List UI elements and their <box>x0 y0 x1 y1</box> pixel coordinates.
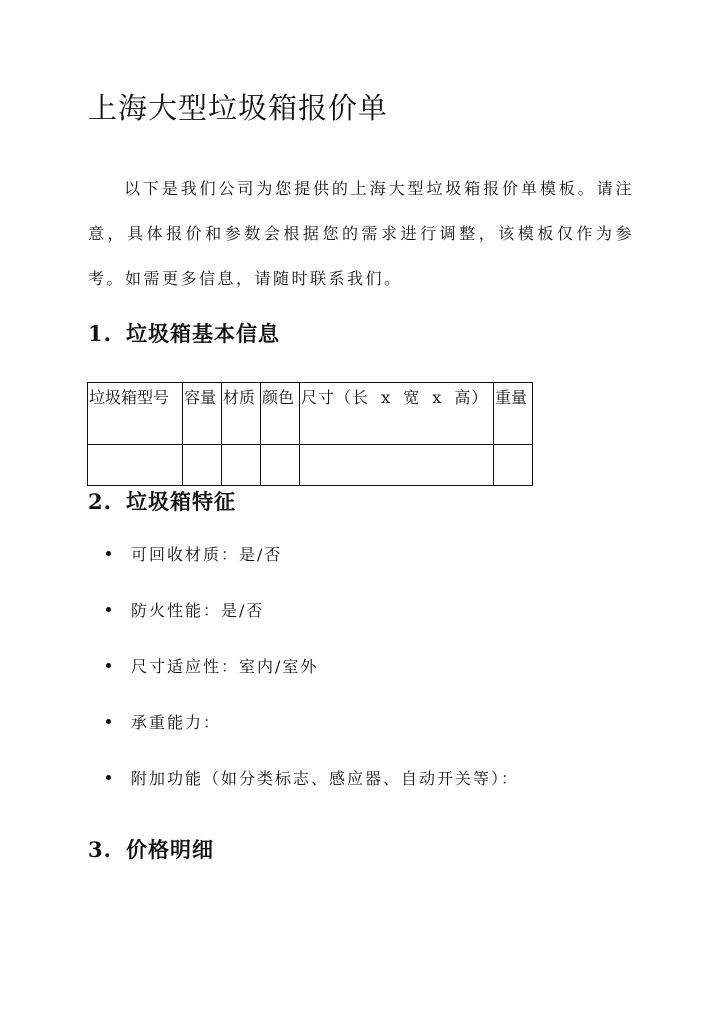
table-header-row <box>88 383 533 445</box>
bullet-icon <box>106 607 111 612</box>
column-header-material: 材质 <box>222 383 261 445</box>
section-number: 3. <box>88 837 112 862</box>
column-header-color: 颜色 <box>261 383 300 445</box>
section-number: 2. <box>88 489 112 514</box>
feature-text: 可回收材质：是/否 <box>131 545 283 564</box>
feature-text: 尺寸适应性：室内/室外 <box>131 657 319 676</box>
section-title: 价格明细 <box>126 837 214 862</box>
feature-text: 承重能力： <box>131 713 222 732</box>
intro-paragraph: 以下是我们公司为您提供的上海大型垃圾箱报价单模板。请注意，具体报价和参数会根据您的需求进行调整，该模板仅作为参考。如需更多信息，请随时联系我们。 <box>88 179 634 288</box>
section-title: 垃圾箱特征 <box>126 489 236 514</box>
spec-table <box>87 382 533 486</box>
table-cell <box>494 445 533 486</box>
bullet-icon <box>106 663 111 668</box>
column-header-capacity: 容量 <box>183 383 222 445</box>
table-cell <box>88 445 183 486</box>
table-row <box>88 445 533 486</box>
section-heading-basic-info <box>88 318 280 348</box>
table-cell <box>183 445 222 486</box>
feature-text: 附加功能（如分类标志、感应器、自动开关等）： <box>131 769 520 788</box>
table-cell <box>261 445 300 486</box>
table-cell <box>222 445 261 486</box>
section-number: 1. <box>88 321 112 346</box>
table-cell <box>300 445 494 486</box>
column-header-weight: 重量 <box>494 383 533 445</box>
page-title: 上海大型垃圾箱报价单 <box>88 91 389 125</box>
feature-text: 防火性能：是/否 <box>131 601 265 620</box>
section-title: 垃圾箱基本信息 <box>126 321 280 346</box>
bullet-icon <box>106 719 111 724</box>
section-heading-features <box>88 486 236 516</box>
bullet-icon <box>106 551 111 556</box>
column-header-dimensions: 尺寸（长 x 宽 x 高） <box>300 383 494 445</box>
bullet-icon <box>106 775 111 780</box>
column-header-model: 垃圾箱型号 <box>88 383 183 445</box>
section-heading-pricing <box>88 834 214 864</box>
